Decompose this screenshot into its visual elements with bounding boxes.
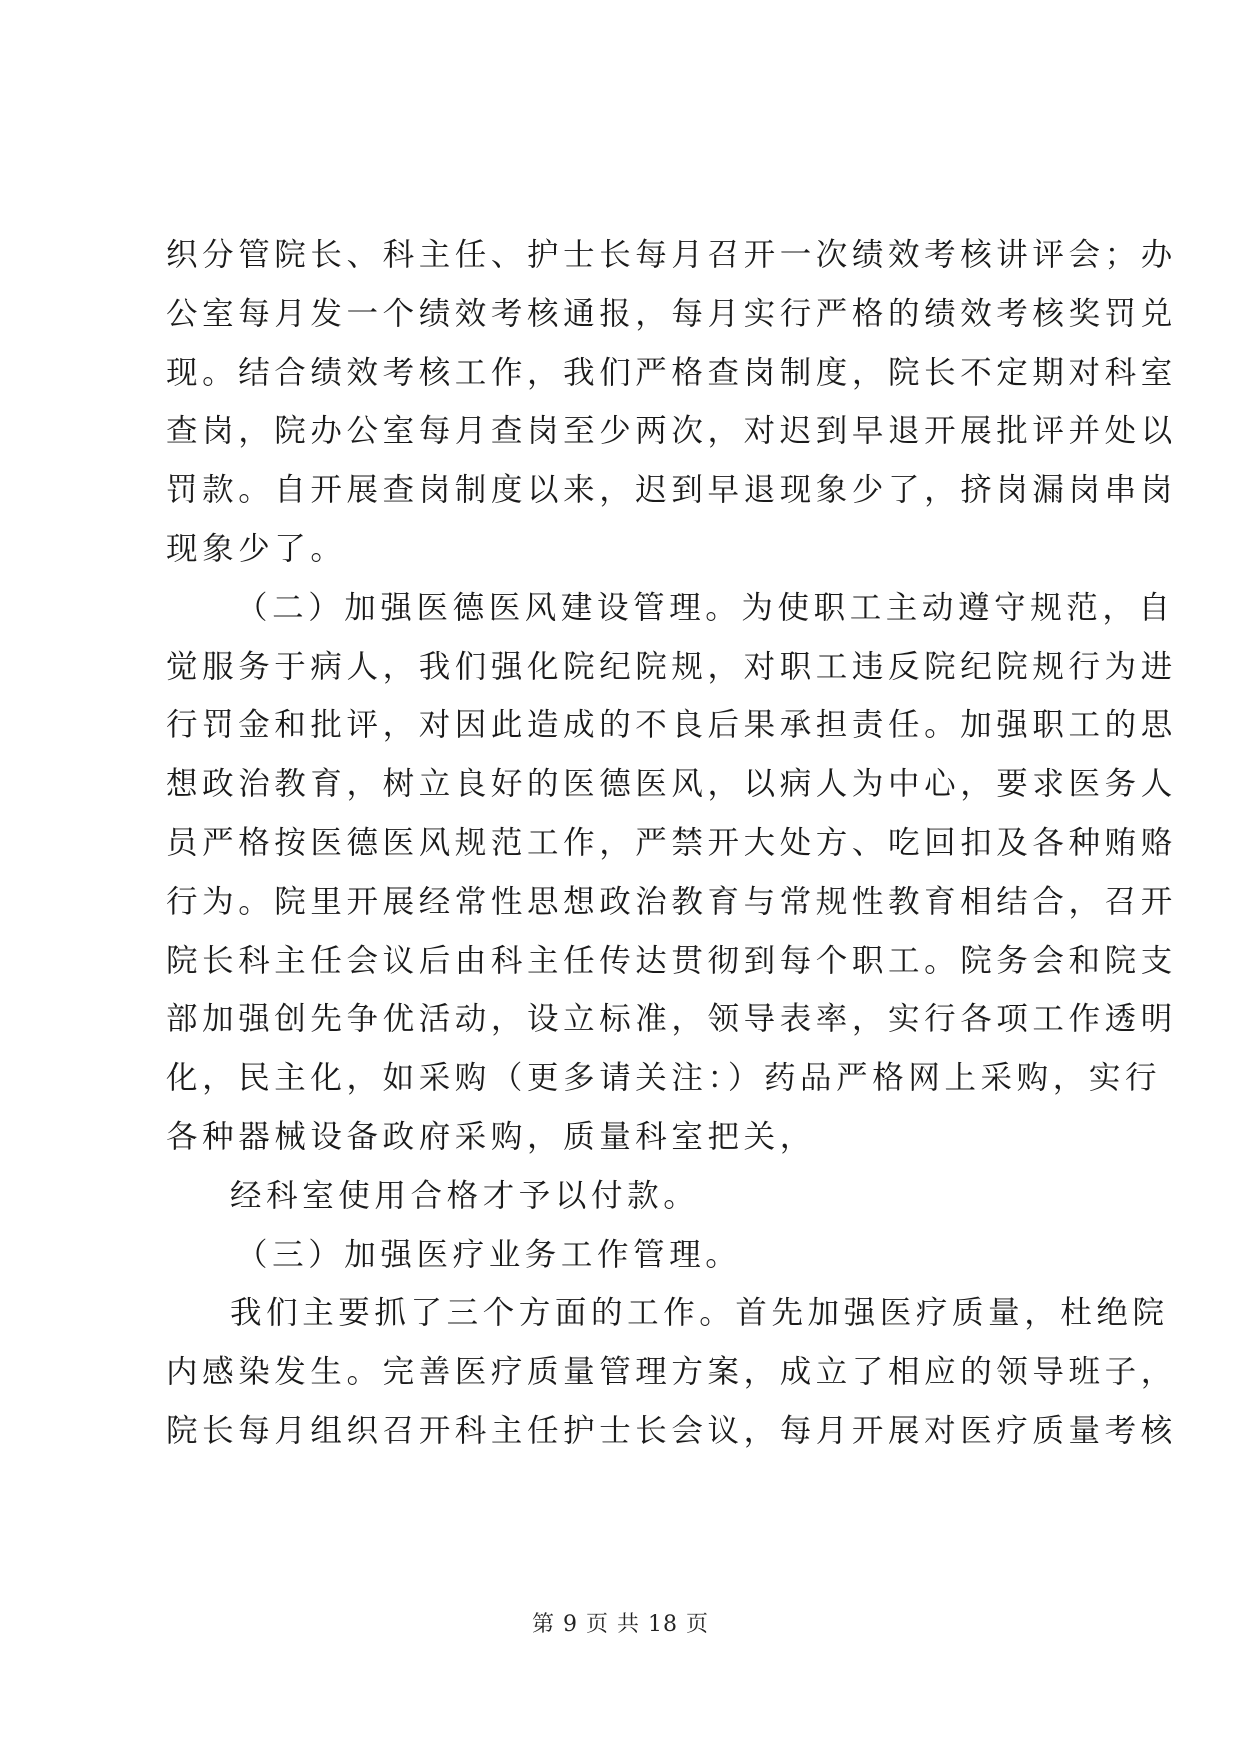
text-line: 罚款。自开展查岗制度以来，迟到早退现象少了，挤岗漏岗串岗	[166, 472, 1177, 509]
text-line: （二）加强医德医风建设管理。为使职工主动遵守规范，自	[236, 589, 1175, 626]
text-line: 化，民主化，如采购（更多请关注：）药品严格网上采购，实行	[166, 1060, 1162, 1097]
text-line: 现。结合绩效考核工作，我们严格查岗制度，院长不定期对科室	[166, 354, 1177, 391]
text-line: 员严格按医德医风规范工作，严禁开大处方、吃回扣及各种贿赂	[166, 824, 1177, 861]
text-line: 公室每月发一个绩效考核通报，每月实行严格的绩效考核奖罚兑	[166, 295, 1177, 332]
text-line: 经科室使用合格才予以付款。	[230, 1177, 700, 1214]
text-line: 觉服务于病人，我们强化院纪院规，对职工违反院纪院规行为进	[166, 648, 1177, 685]
text-line: 部加强创先争优活动，设立标准，领导表率，实行各项工作透明	[166, 1001, 1177, 1038]
text-line: 我们主要抓了三个方面的工作。首先加强医疗质量，杜绝院	[230, 1295, 1169, 1332]
text-line: 各种器械设备政府采购，质量科室把关，	[166, 1118, 816, 1155]
document-body	[166, 226, 1177, 1461]
page-footer: 第 9 页 共 18 页	[532, 1612, 709, 1637]
text-line: 院长科主任会议后由科主任传达贯彻到每个职工。院务会和院支	[166, 942, 1177, 979]
text-line: 想政治教育，树立良好的医德医风，以病人为中心，要求医务人	[166, 766, 1177, 803]
text-line: （三）加强医疗业务工作管理。	[236, 1236, 742, 1273]
text-line: 现象少了。	[166, 530, 347, 567]
text-line: 院长每月组织召开科主任护士长会议，每月开展对医疗质量考核	[166, 1412, 1177, 1449]
text-line: 织分管院长、科主任、护士长每月召开一次绩效考核讲评会；办	[166, 237, 1177, 273]
text-line: 行罚金和批评，对因此造成的不良后果承担责任。加强职工的思	[166, 707, 1177, 744]
text-line: 查岗，院办公室每月查岗至少两次，对迟到早退开展批评并处以	[166, 413, 1177, 450]
text-line: 内感染发生。完善医疗质量管理方案，成立了相应的领导班子，	[166, 1354, 1177, 1391]
text-line: 行为。院里开展经常性思想政治教育与常规性教育相结合，召开	[166, 883, 1177, 920]
